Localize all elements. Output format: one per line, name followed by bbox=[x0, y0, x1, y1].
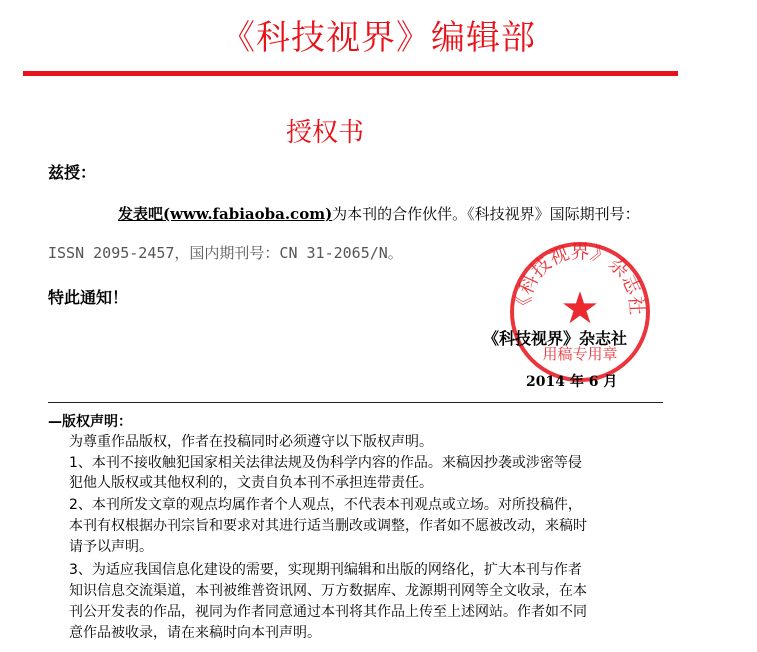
signature-magazine: 《科技视界》杂志社 bbox=[483, 329, 628, 348]
official-seal bbox=[505, 237, 655, 387]
greeting: 兹授： bbox=[48, 163, 97, 182]
copyright-line: 知识信息交流渠道，本刊被维普资讯网、万方数据库、龙源期刊网等全文收录，在本 bbox=[69, 583, 587, 599]
copyright-line: 刊公开发表的作品，视同为作者同意通过本刊将其作品上传至上述网站。作者如不同 bbox=[69, 604, 587, 620]
page-title: 《科技视界》编辑部 bbox=[221, 18, 536, 58]
partner-text: 为本刊的合作伙伴。《科技视界》国际期刊号： bbox=[332, 205, 640, 223]
signature-date: 2014 年 6 月 bbox=[526, 374, 618, 390]
copyright-line: 请予以声明。 bbox=[69, 539, 153, 555]
partner-site-link[interactable]: 发表吧(www.fabiaoba.com) bbox=[118, 205, 333, 223]
copyright-heading: —版权声明： bbox=[48, 414, 132, 430]
copyright-line: 意作品被收录，请在来稿时向本刊声明。 bbox=[69, 625, 321, 641]
copyright-line: 犯他人版权或其他权利的，文责自负本刊不承担连带责任。 bbox=[69, 475, 433, 491]
partner-line bbox=[118, 203, 640, 224]
seal-bottom-text: 用稿专用章 bbox=[542, 345, 618, 363]
copyright-line: 3、为适应我国信息化建设的需要，实现期刊编辑和出版的网络化，扩大本刊与作者 bbox=[69, 562, 582, 578]
copyright-line: 2、本刊所发文章的观点均属作者个人观点，不代表本刊观点或立场。对所投稿件， bbox=[69, 497, 582, 513]
seal-star-icon: ★ bbox=[560, 283, 600, 334]
header-divider bbox=[23, 71, 678, 76]
seal-graphic bbox=[505, 237, 655, 387]
issn-line: ISSN 2095-2457，国内期刊号：CN 31-2065/N。 bbox=[48, 244, 403, 262]
document-subtitle: 授权书 bbox=[285, 118, 364, 148]
seal-ring-text: 《科技视界》杂志社 bbox=[512, 240, 648, 316]
copyright-line: 本刊有权根据办刊宗旨和要求对其进行适当删改或调整，作者如不愿被改动，来稿时 bbox=[69, 518, 587, 534]
notice-text: 特此通知！ bbox=[48, 288, 129, 307]
copyright-line: 为尊重作品版权，作者在投稿同时必须遵守以下版权声明。 bbox=[69, 434, 433, 450]
section-divider bbox=[48, 402, 663, 403]
copyright-line: 1、本刊不接收触犯国家相关法律法规及伪科学内容的作品。来稿因抄袭或涉密等侵 bbox=[69, 455, 582, 471]
